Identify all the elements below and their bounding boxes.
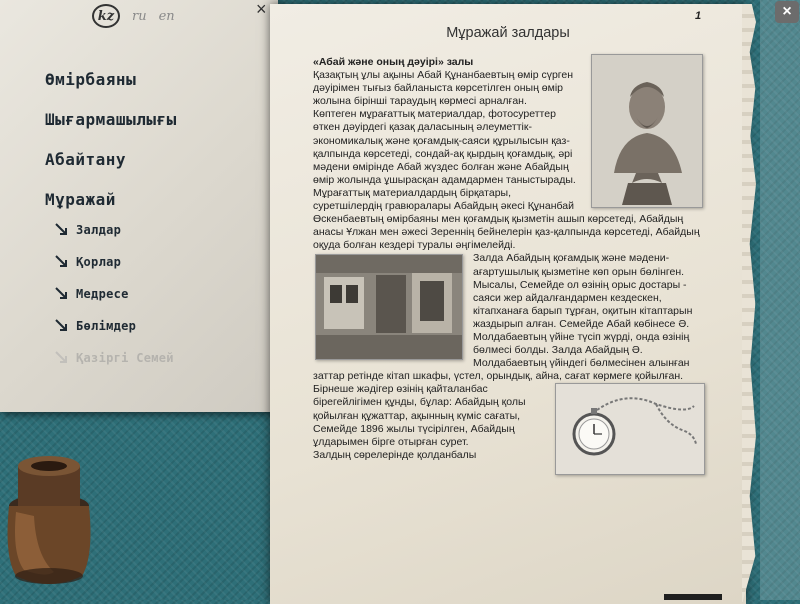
subnav-item-halls[interactable] — [54, 222, 121, 238]
page-title: Мұражай залдары — [446, 25, 570, 41]
article-subtitle: «Абай және оның дәуірі» залы — [313, 56, 474, 68]
lang-ru[interactable]: ru — [132, 8, 147, 24]
article-paragraph: Қазақтың ұлы ақыны Абай Құнанбаевтың өмір сүрген дәуірімен тығыз байланыста көрсетілген оның өмір жолына бірінші тараудың көрмесі арналған. — [313, 69, 574, 108]
nav-item-museum[interactable]: Мұражай — [45, 190, 116, 209]
nav-item-abai-studies[interactable]: Абайтану — [45, 150, 127, 169]
nav-item-works[interactable]: Шығармашылығы — [45, 110, 177, 129]
article-page — [270, 4, 746, 604]
article-paragraph: Залдың сөрелерінде қолданбалы — [313, 448, 477, 461]
article-paragraph: Мұрағаттық материалдардың бірқатары, суретшілердің гравюралары Абайдың әкесі Құнанбай Өскенбаевтың өмірбаяны мен қоғамдық қызметін ашып көрсетеді, Абайдың анасы Ұлжан мен әжесі Зереннің бейнелерін қаз-қалпында көрсетеді, Абайдың оқуда болған кездері туралы әңгімелейді. — [313, 186, 700, 252]
window-edge — [760, 0, 800, 600]
subnav-item-label: Залдар — [76, 223, 122, 237]
arrow-down-right-icon — [54, 286, 70, 302]
subnav-item-modern-semey[interactable] — [54, 350, 174, 366]
arrow-down-right-icon — [54, 254, 70, 270]
article-paragraph: Көптеген мұрағаттық материалдар, фотосуреттер өткен дәуірдегі қазақ даласының әлеуметтік-экономикалық және қоғамдық-саяси құрылысын қаз-қалпында көрсетеді, сондай-ақ қырдың қоғамдық, әрі мәдени өмірінде Абай жүздес болған және Абайдың өмір жолында ұшырасқан адамдармен таныстырады. — [313, 108, 576, 186]
arrow-down-right-icon — [54, 350, 70, 366]
pocket-watch-photo — [555, 383, 705, 475]
lang-kz[interactable]: kz — [92, 4, 120, 28]
subnav-item-label: Бөлімдер — [76, 319, 137, 333]
article-paragraph: Залда Абайдың қоғамдық және мәдени-ағартушылық қызметіне көп орын бөлінген. Мысалы, Семейде ол өзінің орыс достары - саяси жер айдалғандармен кездескен, кітапханаға барып тұрған, оқитын кітаптарын жаздырып алған. Семейде Абай көбінесе Ә. Молдабаевтың үйіне түсіп жүрді, онда өзінің бөлмесі болды. Залда Абайдың Ә. Молдабаевтың үйіндегі бөлмесінен алынған заттар ретінде кітап шкафы, үстел, орындық, айна, сағат көрмеге қойылған. — [313, 252, 693, 383]
abai-bust-photo — [591, 54, 703, 208]
subnav-item-departments[interactable] — [54, 318, 136, 334]
subnav-item-collections[interactable] — [54, 254, 121, 270]
page-number: 1 — [695, 10, 702, 22]
subnav-item-label: Медресе — [76, 287, 129, 301]
subnav-item-label: Қорлар — [76, 255, 122, 269]
museum-hall-photo — [315, 254, 463, 360]
arrow-down-right-icon — [54, 318, 70, 334]
arrow-down-right-icon — [54, 222, 70, 238]
article-body — [313, 56, 701, 477]
nav-item-biography[interactable]: Өмірбаяны — [45, 70, 137, 89]
article-paragraph: Бірнеше жәдігер өзінің қайталанбас бірегейлігімен құнды, бұлар: Абайдың қолы қойылған құжаттар, ақынның күміс сағаты, Семейде 1896 жылы түсірілген, Абайдың ұлдарымен бірге отырған сурет. — [313, 383, 526, 448]
close-window-button[interactable]: × — [775, 1, 799, 23]
language-selector — [92, 4, 175, 28]
lang-en[interactable]: en — [158, 8, 175, 24]
close-nav-button[interactable]: × — [256, 0, 267, 19]
subnav-item-label: Қазіргі Семей — [76, 351, 174, 365]
navigation-panel — [0, 0, 278, 412]
inkwell-icon — [0, 446, 102, 592]
scrollbar[interactable] — [664, 594, 722, 600]
subnav-item-madrasa[interactable] — [54, 286, 129, 302]
